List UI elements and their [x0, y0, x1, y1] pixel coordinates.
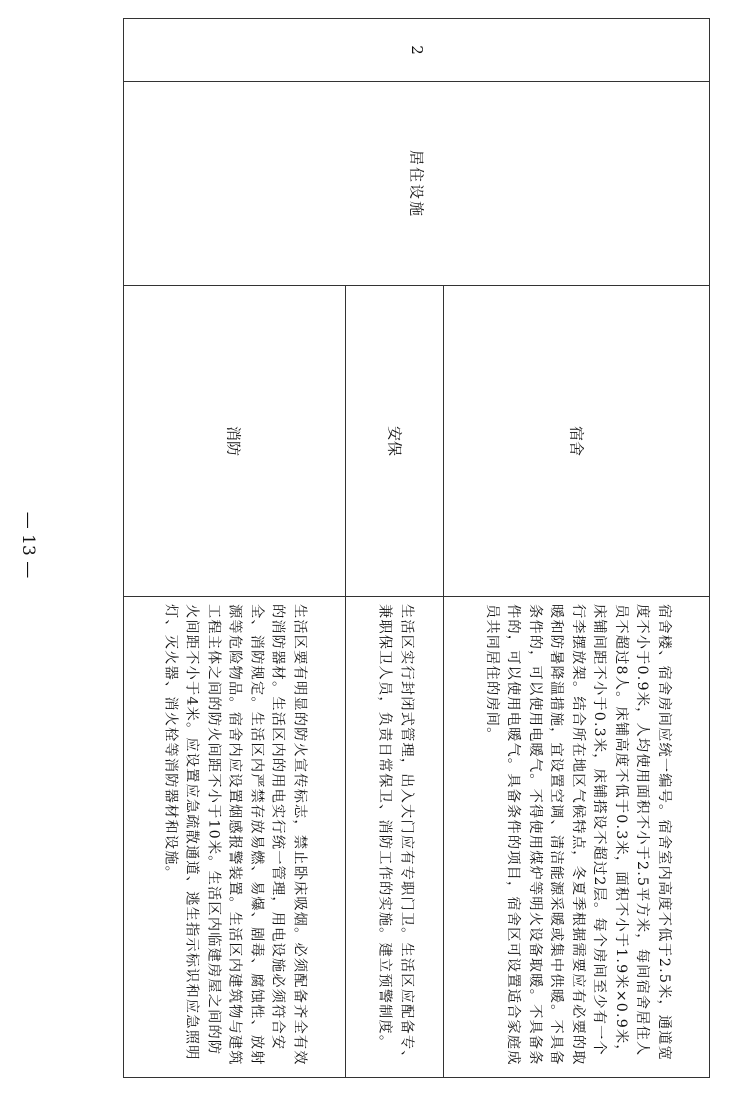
item-cell-security — [346, 286, 443, 596]
item-cell-fire — [123, 286, 345, 596]
facility-table — [123, 18, 710, 1078]
item-label: 消防 — [224, 425, 243, 457]
requirement-text: 宿舍楼、宿舍房间应统一编号。宿舍室内高度不低于2.5米，通道宽度不小于0.9米，人均使用面积不小于2.5平方米，每间宿舍居住人员不超过8人。床铺高度不低于0.3米，面积不小于1.9米×0.9米，床铺间距不小于0.3米，床铺搭设不超过2层。每个房间至少有一个行李摆放架。结合所在地区气候特点，冬夏季根据需要应有必要的取暖和防暑降温措施，宜设置空调、清洁能源采暖或集中供暖。不具备条件的，可以使用电暖气。不得使用煤炉等明火设备取暖。不具备条件的，可以使用电暖气。具备条件的项目，宿舍区可设置适合家庭成员共同居住的房间。 — [483, 604, 672, 1066]
requirement-cell-dormitory — [444, 597, 710, 1077]
requirement-text: 生活区要有明显的防火宣传标志，禁止卧床吸烟。必须配备齐全有效的消防器材。生活区内的用电实行统一管理，用电设施必须符合安全、消防规定。生活区内严禁存放易燃、易爆、剧毒、腐蚀性、放射源等危险物品。宿舍内应设置烟感报警装置。生活区内建筑物与建筑工程主体之间的防火间距不小于10米。生活区内临建房屋之间的防火间距不小于4米。应设置应急疏散通道、逃生指示标识和应急照明灯、灭火器、消火栓等消防器材和设施。 — [162, 604, 308, 1066]
row-number-cell — [123, 18, 710, 81]
requirement-cell-security — [346, 597, 443, 1077]
requirement-text: 生活区实行封闭式管理，出入大门应有专职门卫。生活区应配备专、兼职保卫人员，负责日常保卫、消防工作的实施。建立预警制度。 — [376, 604, 414, 1066]
row-number: 2 — [407, 44, 426, 55]
requirement-cell-fire — [123, 597, 345, 1077]
item-cell-dormitory — [444, 286, 710, 596]
category-label: 居住设施 — [407, 149, 425, 218]
item-label: 安保 — [385, 425, 403, 457]
page-number: — 13 — — [18, 511, 38, 579]
category-cell — [123, 82, 710, 285]
item-label: 宿舍 — [567, 425, 586, 457]
